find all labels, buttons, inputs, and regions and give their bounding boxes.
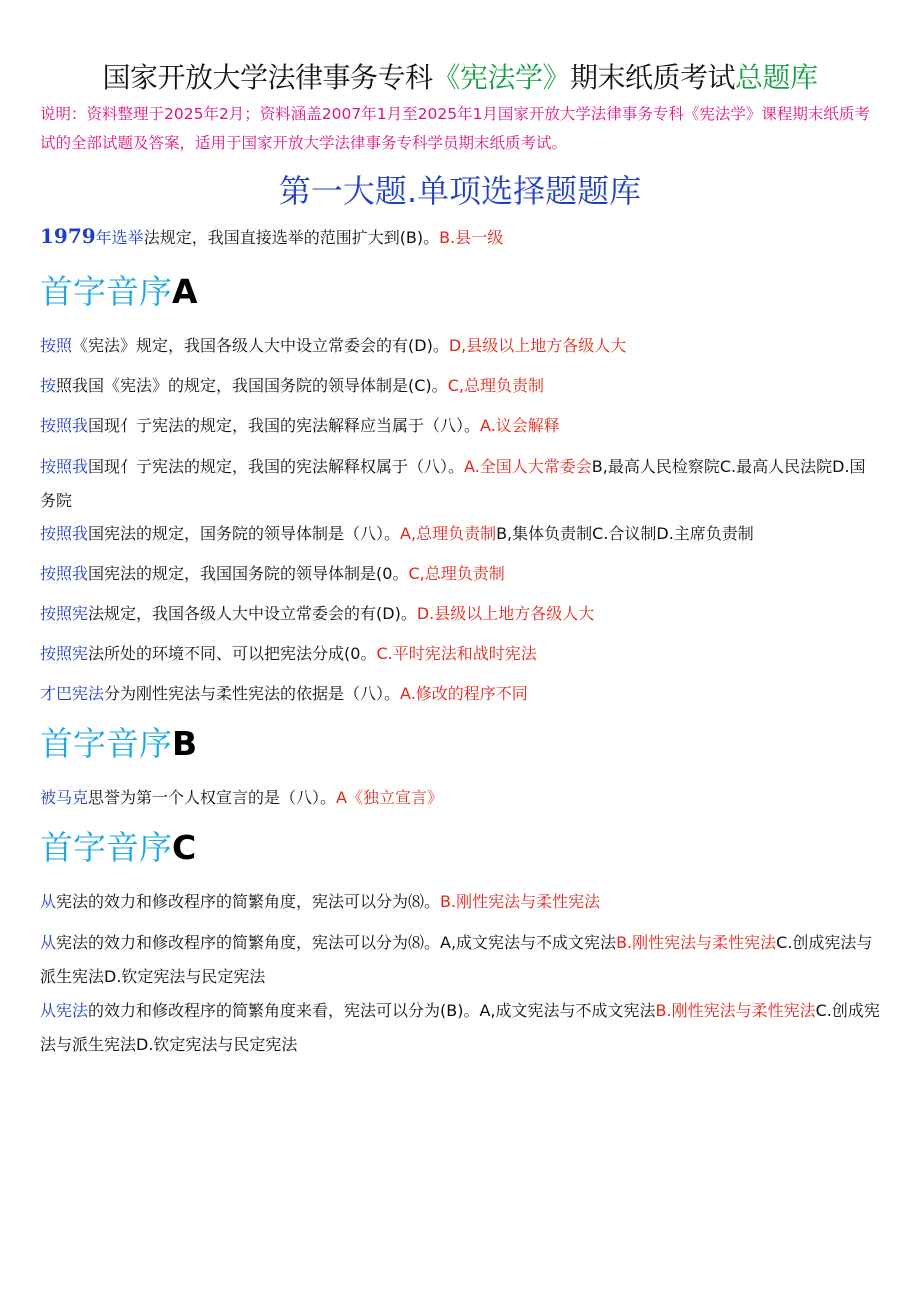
question-item xyxy=(40,450,880,518)
heading-letter: B xyxy=(172,724,198,763)
heading-prefix: 首字音序 xyxy=(40,828,172,867)
document-title xyxy=(40,58,880,98)
question-text: 宪法的效力和修改程序的简繁角度，宪法可以分为⑻。 xyxy=(56,892,441,911)
question-answer: A.全国人大常委会 xyxy=(464,457,592,476)
question-lead: 年选举 xyxy=(95,228,144,247)
question-answer: D,县级以上地方各级人大 xyxy=(448,336,627,355)
question-lead: 从 xyxy=(40,933,57,952)
question-lead: 按照我 xyxy=(40,457,89,476)
question-options: B,最高人民检察院C.最高人民法院D.国务院 xyxy=(40,457,866,510)
question-answer: B.县一级 xyxy=(439,228,504,247)
heading-letter-c xyxy=(40,822,880,874)
question-lead: 按照我 xyxy=(40,416,89,435)
heading-letter-b xyxy=(40,718,880,770)
question-lead: 才巴宪法 xyxy=(40,684,105,703)
question-item xyxy=(40,518,880,550)
question-answer: A《独立宣言》 xyxy=(336,788,443,807)
question-item xyxy=(40,638,880,670)
question-lead: 按照我 xyxy=(40,564,89,583)
question-options: C.创成宪法与派生宪法D.钦定宪法与民定宪法 xyxy=(40,933,873,986)
question-text: 《宪法》规定，我国各级人大中设立常委会的有(D)。 xyxy=(72,336,449,355)
question-item xyxy=(40,558,880,590)
question-item xyxy=(40,886,880,918)
title-part-3: 期末纸质考试 xyxy=(570,61,736,94)
question-item xyxy=(40,994,880,1062)
heading-prefix: 首字音序 xyxy=(40,724,172,763)
question-lead: 从 xyxy=(40,892,57,911)
question-item xyxy=(40,410,880,442)
question-item xyxy=(40,926,880,994)
question-options: C.创成宪法与派生宪法D.钦定宪法与民定宪法 xyxy=(40,1001,880,1054)
question-lead: 按照宪 xyxy=(40,644,89,663)
question-item xyxy=(40,678,880,710)
question-lead: 按 xyxy=(40,376,57,395)
question-text: 的效力和修改程序的简繁角度来看，宪法可以分为(B)。A,成文宪法与不成文宪法 xyxy=(88,1001,656,1020)
title-part-2: 《宪法学》 xyxy=(432,61,570,94)
question-answer: A,总理负责制 xyxy=(400,524,497,543)
question-lead: 被马克 xyxy=(40,788,89,807)
heading-letter: C xyxy=(172,828,197,867)
question-answer: D.县级以上地方各级人大 xyxy=(416,604,595,623)
question-lead-year: 1979 xyxy=(40,224,96,248)
question-text: 思誉为第一个人权宣言的是（八）。 xyxy=(88,788,337,807)
question-item xyxy=(40,598,880,630)
question-text: 法所处的环境不同、可以把宪法分成(0。 xyxy=(88,644,377,663)
question-answer: C,总理负责制 xyxy=(408,564,505,583)
title-part-1: 国家开放大学法律事务专科 xyxy=(102,61,433,94)
question-lead: 按照 xyxy=(40,336,73,355)
question-answer: C,总理负责制 xyxy=(447,376,544,395)
question-text: 分为刚性宪法与柔性宪法的依据是（八）。 xyxy=(104,684,401,703)
question-answer: B.刚性宪法与柔性宪法 xyxy=(440,892,601,911)
question-text: 国宪法的规定，我国国务院的领导体制是(0。 xyxy=(88,564,409,583)
question-item xyxy=(40,370,880,402)
heading-letter-a xyxy=(40,266,880,318)
document-page xyxy=(40,58,880,1062)
title-part-4: 总题库 xyxy=(735,61,818,94)
heading-prefix: 首字音序 xyxy=(40,272,172,311)
question-options: B,集体负责制C.合议制D.主席负责制 xyxy=(496,524,754,543)
question-item xyxy=(40,330,880,362)
question-lead: 按照我 xyxy=(40,524,89,543)
question-text: 法规定，我国各级人大中设立常委会的有(D)。 xyxy=(88,604,417,623)
question-answer: C.平时宪法和战时宪法 xyxy=(376,644,537,663)
question-text: 照我国《宪法》的规定，我国国务院的领导体制是(C)。 xyxy=(56,376,448,395)
question-lead: 从宪法 xyxy=(40,1001,89,1020)
question-answer: B.刚性宪法与柔性宪法 xyxy=(655,1001,816,1020)
heading-letter: A xyxy=(172,272,198,311)
question-item xyxy=(40,782,880,814)
question-item xyxy=(40,220,880,254)
question-text: 国宪法的规定，国务院的领导体制是（八）。 xyxy=(88,524,401,543)
question-lead: 按照宪 xyxy=(40,604,89,623)
question-text: 国现亻亍宪法的规定，我国的宪法解释应当属于（八）。 xyxy=(88,416,481,435)
question-text: 宪法的效力和修改程序的简繁角度，宪法可以分为⑻。A,成文宪法与不成文宪法 xyxy=(56,933,617,952)
section-title: 第一大题.单项选择题题库 xyxy=(278,172,642,210)
question-text: 法规定，我国直接选举的范围扩大到(B)。 xyxy=(143,228,440,247)
question-answer: A.议会解释 xyxy=(480,416,560,435)
question-answer: B.刚性宪法与柔性宪法 xyxy=(616,933,777,952)
question-text: 国现亻亍宪法的规定，我国的宪法解释权属于（八）。 xyxy=(88,457,465,476)
description-note: 说明：资料整理于2025年2月；资料涵盖2007年1月至2025年1月国家开放大学法律事务专科《宪法学》课程期末纸质考试的全部试题及答案，适用于国家开放大学法律事务专科学员期末纸质考试。 xyxy=(40,105,870,152)
question-answer: A.修改的程序不同 xyxy=(400,684,528,703)
